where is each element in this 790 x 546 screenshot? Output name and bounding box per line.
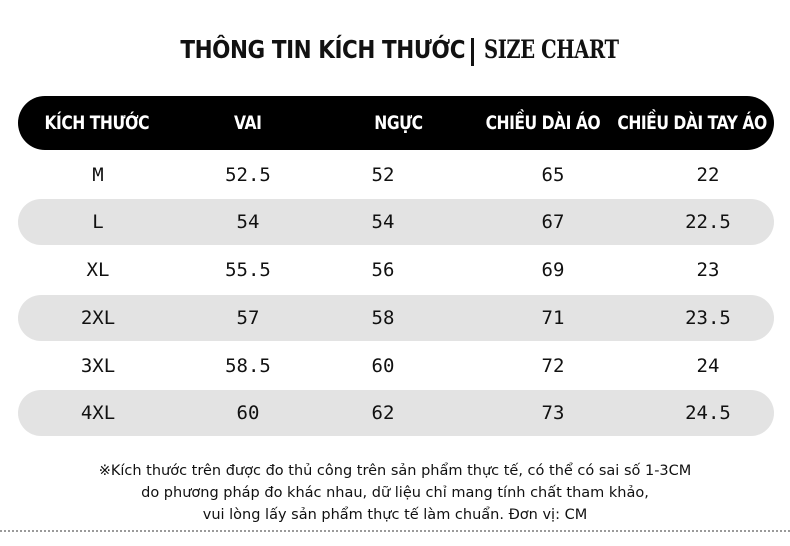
note-line: do phương pháp đo khác nhau, dữ liệu chỉ mang tính chất tham khảo, [141, 485, 649, 501]
dotted-divider [0, 530, 790, 532]
cell-sleeve-length: 23 [696, 259, 720, 281]
cell-body-length: 69 [541, 259, 565, 281]
header-sleeve-length: CHIỀU DÀI TAY ÁO [617, 112, 767, 134]
cell-body-length: 73 [541, 402, 565, 424]
cell-sleeve-length: 23.5 [685, 307, 731, 329]
cell-body-length: 67 [541, 211, 565, 233]
title-english: SIZE CHART [483, 35, 619, 64]
cell-size: L [92, 211, 104, 233]
table-row [18, 343, 774, 389]
title-divider [471, 38, 474, 66]
title-vietnamese: THÔNG TIN KÍCH THƯỚC [180, 35, 465, 64]
cell-size: 2XL [80, 307, 116, 329]
cell-body-length: 71 [541, 307, 565, 329]
cell-chest: 58 [371, 307, 395, 329]
cell-shoulder: 54 [236, 211, 260, 233]
table-row [18, 152, 774, 198]
cell-size: 3XL [80, 355, 116, 377]
table-row [18, 390, 774, 436]
cell-shoulder: 57 [236, 307, 260, 329]
cell-shoulder: 58.5 [225, 355, 271, 377]
cell-sleeve-length: 24.5 [685, 402, 731, 424]
measurement-note [0, 460, 790, 526]
cell-sleeve-length: 24 [696, 355, 720, 377]
cell-sleeve-length: 22 [696, 164, 720, 186]
cell-size: XL [86, 259, 110, 281]
cell-chest: 52 [371, 164, 395, 186]
table-row [18, 199, 774, 245]
cell-body-length: 65 [541, 164, 565, 186]
table-row [18, 247, 774, 293]
cell-size: 4XL [80, 402, 116, 424]
cell-shoulder: 55.5 [225, 259, 271, 281]
note-line: vui lòng lấy sản phẩm thực tế làm chuẩn. Đơn vị: CM [202, 507, 588, 523]
header-size: KÍCH THƯỚC [44, 112, 150, 134]
header-shoulder: VAI [234, 112, 262, 134]
cell-chest: 62 [371, 402, 395, 424]
cell-chest: 56 [371, 259, 395, 281]
header-chest: NGỰC [373, 112, 423, 134]
cell-sleeve-length: 22.5 [685, 211, 731, 233]
cell-chest: 60 [371, 355, 395, 377]
table-header [18, 96, 774, 150]
table-row [18, 295, 774, 341]
note-line: ※Kích thước trên được đo thủ công trên sản phẩm thực tế, có thể có sai số 1-3CM [98, 463, 692, 479]
cell-chest: 54 [371, 211, 395, 233]
cell-shoulder: 52.5 [225, 164, 271, 186]
cell-shoulder: 60 [236, 402, 260, 424]
header-body-length: CHIỀU DÀI ÁO [485, 112, 601, 134]
cell-body-length: 72 [541, 355, 565, 377]
cell-size: M [92, 164, 104, 186]
page-title [0, 28, 790, 72]
